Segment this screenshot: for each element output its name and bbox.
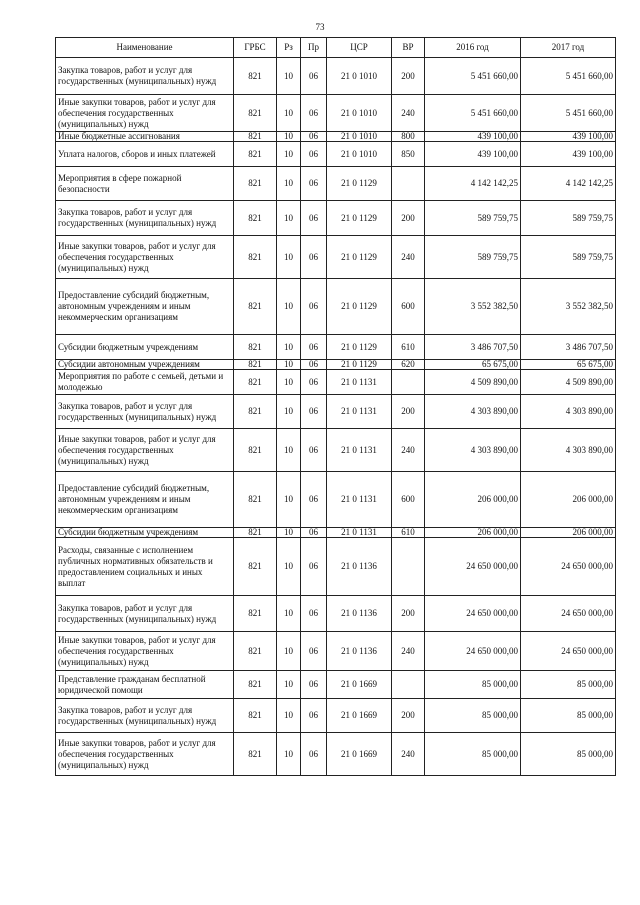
table-header-row bbox=[56, 38, 616, 58]
table-row bbox=[56, 528, 616, 538]
row-rz: 10 bbox=[277, 58, 301, 95]
row-pr: 06 bbox=[301, 167, 327, 201]
row-amount-2017: 24 650 000,00 bbox=[521, 632, 616, 671]
table-row bbox=[56, 538, 616, 596]
header-name: Наименование bbox=[56, 38, 234, 58]
row-name: Мероприятия в сфере пожарной безопасности bbox=[56, 167, 234, 201]
row-grbs: 821 bbox=[234, 370, 277, 395]
row-amount-2017: 3 552 382,50 bbox=[521, 279, 616, 335]
row-pr: 06 bbox=[301, 733, 327, 776]
row-pr: 06 bbox=[301, 236, 327, 279]
row-amount-2016: 4 142 142,25 bbox=[425, 167, 521, 201]
row-rz: 10 bbox=[277, 201, 301, 236]
row-pr: 06 bbox=[301, 538, 327, 596]
row-csr: 21 0 1131 bbox=[327, 472, 392, 528]
row-csr: 21 0 1136 bbox=[327, 538, 392, 596]
row-vr bbox=[392, 167, 425, 201]
row-amount-2016: 5 451 660,00 bbox=[425, 95, 521, 132]
row-pr: 06 bbox=[301, 370, 327, 395]
row-rz: 10 bbox=[277, 132, 301, 142]
row-vr: 240 bbox=[392, 236, 425, 279]
table-row bbox=[56, 429, 616, 472]
row-name: Закупка товаров, работ и услуг для государственных (муниципальных) нужд bbox=[56, 395, 234, 429]
header-pr: Пр bbox=[301, 38, 327, 58]
row-csr: 21 0 1010 bbox=[327, 58, 392, 95]
row-pr: 06 bbox=[301, 632, 327, 671]
row-amount-2016: 439 100,00 bbox=[425, 142, 521, 167]
row-grbs: 821 bbox=[234, 335, 277, 360]
table-row bbox=[56, 472, 616, 528]
row-csr: 21 0 1129 bbox=[327, 167, 392, 201]
row-amount-2016: 85 000,00 bbox=[425, 733, 521, 776]
row-csr: 21 0 1129 bbox=[327, 279, 392, 335]
row-rz: 10 bbox=[277, 95, 301, 132]
row-amount-2017: 24 650 000,00 bbox=[521, 596, 616, 632]
row-name: Уплата налогов, сборов и иных платежей bbox=[56, 142, 234, 167]
row-rz: 10 bbox=[277, 632, 301, 671]
table-row bbox=[56, 142, 616, 167]
row-vr: 200 bbox=[392, 58, 425, 95]
row-grbs: 821 bbox=[234, 429, 277, 472]
row-amount-2016: 3 486 707,50 bbox=[425, 335, 521, 360]
row-amount-2017: 589 759,75 bbox=[521, 201, 616, 236]
row-rz: 10 bbox=[277, 279, 301, 335]
table-row bbox=[56, 95, 616, 132]
row-vr: 620 bbox=[392, 360, 425, 370]
page-number: 73 bbox=[315, 22, 325, 32]
row-vr: 610 bbox=[392, 528, 425, 538]
row-csr: 21 0 1136 bbox=[327, 596, 392, 632]
row-grbs: 821 bbox=[234, 671, 277, 699]
row-name: Субсидии бюджетным учреждениям bbox=[56, 335, 234, 360]
row-grbs: 821 bbox=[234, 596, 277, 632]
table-row bbox=[56, 335, 616, 360]
row-grbs: 821 bbox=[234, 472, 277, 528]
row-rz: 10 bbox=[277, 733, 301, 776]
header-year-2016: 2016 год bbox=[425, 38, 521, 58]
row-vr: 600 bbox=[392, 279, 425, 335]
row-csr: 21 0 1136 bbox=[327, 632, 392, 671]
table-row bbox=[56, 132, 616, 142]
row-csr: 21 0 1129 bbox=[327, 335, 392, 360]
table-row bbox=[56, 360, 616, 370]
row-grbs: 821 bbox=[234, 538, 277, 596]
row-csr: 21 0 1669 bbox=[327, 733, 392, 776]
row-name: Закупка товаров, работ и услуг для государственных (муниципальных) нужд bbox=[56, 201, 234, 236]
row-grbs: 821 bbox=[234, 167, 277, 201]
row-vr: 600 bbox=[392, 472, 425, 528]
budget-table bbox=[55, 37, 616, 776]
row-amount-2017: 4 142 142,25 bbox=[521, 167, 616, 201]
row-vr: 240 bbox=[392, 632, 425, 671]
row-grbs: 821 bbox=[234, 132, 277, 142]
row-name: Расходы, связанные с исполнением публичных нормативных обязательств и предоставлением социальных и иных выплат bbox=[56, 538, 234, 596]
row-rz: 10 bbox=[277, 167, 301, 201]
row-csr: 21 0 1131 bbox=[327, 528, 392, 538]
table-row bbox=[56, 236, 616, 279]
row-amount-2016: 4 303 890,00 bbox=[425, 429, 521, 472]
row-csr: 21 0 1131 bbox=[327, 429, 392, 472]
row-vr: 240 bbox=[392, 733, 425, 776]
row-pr: 06 bbox=[301, 95, 327, 132]
row-amount-2017: 3 486 707,50 bbox=[521, 335, 616, 360]
row-grbs: 821 bbox=[234, 699, 277, 733]
row-rz: 10 bbox=[277, 142, 301, 167]
table-row bbox=[56, 201, 616, 236]
row-amount-2017: 5 451 660,00 bbox=[521, 58, 616, 95]
row-pr: 06 bbox=[301, 360, 327, 370]
header-grbs: ГРБС bbox=[234, 38, 277, 58]
row-vr: 850 bbox=[392, 142, 425, 167]
row-vr: 240 bbox=[392, 95, 425, 132]
table-row bbox=[56, 632, 616, 671]
row-rz: 10 bbox=[277, 429, 301, 472]
row-grbs: 821 bbox=[234, 95, 277, 132]
row-pr: 06 bbox=[301, 596, 327, 632]
row-amount-2017: 4 509 890,00 bbox=[521, 370, 616, 395]
row-csr: 21 0 1669 bbox=[327, 671, 392, 699]
table-row bbox=[56, 167, 616, 201]
row-name: Закупка товаров, работ и услуг для государственных (муниципальных) нужд bbox=[56, 596, 234, 632]
row-amount-2017: 206 000,00 bbox=[521, 472, 616, 528]
row-grbs: 821 bbox=[234, 360, 277, 370]
row-amount-2016: 589 759,75 bbox=[425, 236, 521, 279]
row-amount-2017: 439 100,00 bbox=[521, 142, 616, 167]
row-pr: 06 bbox=[301, 58, 327, 95]
row-amount-2016: 5 451 660,00 bbox=[425, 58, 521, 95]
row-rz: 10 bbox=[277, 472, 301, 528]
row-csr: 21 0 1129 bbox=[327, 201, 392, 236]
row-pr: 06 bbox=[301, 395, 327, 429]
row-rz: 10 bbox=[277, 360, 301, 370]
row-amount-2016: 24 650 000,00 bbox=[425, 596, 521, 632]
row-pr: 06 bbox=[301, 528, 327, 538]
row-name: Субсидии бюджетным учреждениям bbox=[56, 528, 234, 538]
row-amount-2016: 65 675,00 bbox=[425, 360, 521, 370]
table-row bbox=[56, 699, 616, 733]
row-amount-2017: 589 759,75 bbox=[521, 236, 616, 279]
row-pr: 06 bbox=[301, 472, 327, 528]
row-grbs: 821 bbox=[234, 632, 277, 671]
row-amount-2017: 85 000,00 bbox=[521, 699, 616, 733]
row-name: Предоставление субсидий бюджетным, автономным учреждениям и иным некоммерческим организациям bbox=[56, 472, 234, 528]
row-amount-2017: 4 303 890,00 bbox=[521, 395, 616, 429]
row-name: Иные закупки товаров, работ и услуг для обеспечения государственных (муниципальных) нужд bbox=[56, 236, 234, 279]
row-amount-2016: 206 000,00 bbox=[425, 472, 521, 528]
row-name: Представление гражданам бесплатной юридической помощи bbox=[56, 671, 234, 699]
table-row bbox=[56, 279, 616, 335]
row-pr: 06 bbox=[301, 201, 327, 236]
table-row bbox=[56, 733, 616, 776]
row-grbs: 821 bbox=[234, 279, 277, 335]
row-name: Мероприятия по работе с семьей, детьми и молодежью bbox=[56, 370, 234, 395]
row-grbs: 821 bbox=[234, 395, 277, 429]
row-csr: 21 0 1129 bbox=[327, 360, 392, 370]
row-pr: 06 bbox=[301, 142, 327, 167]
row-grbs: 821 bbox=[234, 236, 277, 279]
row-amount-2016: 24 650 000,00 bbox=[425, 632, 521, 671]
row-rz: 10 bbox=[277, 395, 301, 429]
row-vr: 800 bbox=[392, 132, 425, 142]
header-year-2017: 2017 год bbox=[521, 38, 616, 58]
header-csr: ЦСР bbox=[327, 38, 392, 58]
row-vr bbox=[392, 370, 425, 395]
table-row bbox=[56, 395, 616, 429]
row-pr: 06 bbox=[301, 335, 327, 360]
row-name: Иные закупки товаров, работ и услуг для обеспечения государственных (муниципальных) нужд bbox=[56, 95, 234, 132]
row-rz: 10 bbox=[277, 671, 301, 699]
row-amount-2016: 589 759,75 bbox=[425, 201, 521, 236]
row-amount-2017: 65 675,00 bbox=[521, 360, 616, 370]
row-rz: 10 bbox=[277, 699, 301, 733]
row-name: Иные бюджетные ассигнования bbox=[56, 132, 234, 142]
row-rz: 10 bbox=[277, 236, 301, 279]
table-row bbox=[56, 596, 616, 632]
row-pr: 06 bbox=[301, 279, 327, 335]
table-row bbox=[56, 671, 616, 699]
row-name: Иные закупки товаров, работ и услуг для обеспечения государственных (муниципальных) нужд bbox=[56, 733, 234, 776]
row-pr: 06 bbox=[301, 429, 327, 472]
row-csr: 21 0 1129 bbox=[327, 236, 392, 279]
row-rz: 10 bbox=[277, 335, 301, 360]
row-amount-2016: 24 650 000,00 bbox=[425, 538, 521, 596]
table-row bbox=[56, 370, 616, 395]
row-amount-2016: 4 303 890,00 bbox=[425, 395, 521, 429]
row-csr: 21 0 1131 bbox=[327, 370, 392, 395]
row-amount-2017: 24 650 000,00 bbox=[521, 538, 616, 596]
row-csr: 21 0 1669 bbox=[327, 699, 392, 733]
row-csr: 21 0 1010 bbox=[327, 142, 392, 167]
row-name: Предоставление субсидий бюджетным, автономным учреждениям и иным некоммерческим организациям bbox=[56, 279, 234, 335]
row-amount-2017: 206 000,00 bbox=[521, 528, 616, 538]
row-amount-2017: 85 000,00 bbox=[521, 733, 616, 776]
row-csr: 21 0 1010 bbox=[327, 132, 392, 142]
row-name: Закупка товаров, работ и услуг для государственных (муниципальных) нужд bbox=[56, 699, 234, 733]
table-body bbox=[56, 58, 616, 776]
row-amount-2017: 4 303 890,00 bbox=[521, 429, 616, 472]
table-row bbox=[56, 58, 616, 95]
row-vr: 200 bbox=[392, 201, 425, 236]
row-amount-2016: 206 000,00 bbox=[425, 528, 521, 538]
row-amount-2017: 5 451 660,00 bbox=[521, 95, 616, 132]
row-grbs: 821 bbox=[234, 58, 277, 95]
row-amount-2016: 439 100,00 bbox=[425, 132, 521, 142]
row-amount-2016: 4 509 890,00 bbox=[425, 370, 521, 395]
row-pr: 06 bbox=[301, 699, 327, 733]
row-rz: 10 bbox=[277, 596, 301, 632]
row-vr: 240 bbox=[392, 429, 425, 472]
row-name: Субсидии автономным учреждениям bbox=[56, 360, 234, 370]
row-name: Иные закупки товаров, работ и услуг для обеспечения государственных (муниципальных) нужд bbox=[56, 632, 234, 671]
row-pr: 06 bbox=[301, 671, 327, 699]
row-vr: 610 bbox=[392, 335, 425, 360]
row-rz: 10 bbox=[277, 528, 301, 538]
row-vr bbox=[392, 671, 425, 699]
row-rz: 10 bbox=[277, 538, 301, 596]
row-rz: 10 bbox=[277, 370, 301, 395]
row-csr: 21 0 1010 bbox=[327, 95, 392, 132]
row-vr: 200 bbox=[392, 699, 425, 733]
row-vr: 200 bbox=[392, 395, 425, 429]
header-rz: Рз bbox=[277, 38, 301, 58]
row-pr: 06 bbox=[301, 132, 327, 142]
row-amount-2016: 3 552 382,50 bbox=[425, 279, 521, 335]
row-grbs: 821 bbox=[234, 733, 277, 776]
row-grbs: 821 bbox=[234, 201, 277, 236]
row-grbs: 821 bbox=[234, 142, 277, 167]
row-grbs: 821 bbox=[234, 528, 277, 538]
header-vr: ВР bbox=[392, 38, 425, 58]
row-csr: 21 0 1131 bbox=[327, 395, 392, 429]
row-amount-2017: 439 100,00 bbox=[521, 132, 616, 142]
row-amount-2016: 85 000,00 bbox=[425, 699, 521, 733]
row-amount-2017: 85 000,00 bbox=[521, 671, 616, 699]
row-name: Иные закупки товаров, работ и услуг для обеспечения государственных (муниципальных) нужд bbox=[56, 429, 234, 472]
row-vr: 200 bbox=[392, 596, 425, 632]
row-name: Закупка товаров, работ и услуг для государственных (муниципальных) нужд bbox=[56, 58, 234, 95]
row-amount-2016: 85 000,00 bbox=[425, 671, 521, 699]
row-vr bbox=[392, 538, 425, 596]
